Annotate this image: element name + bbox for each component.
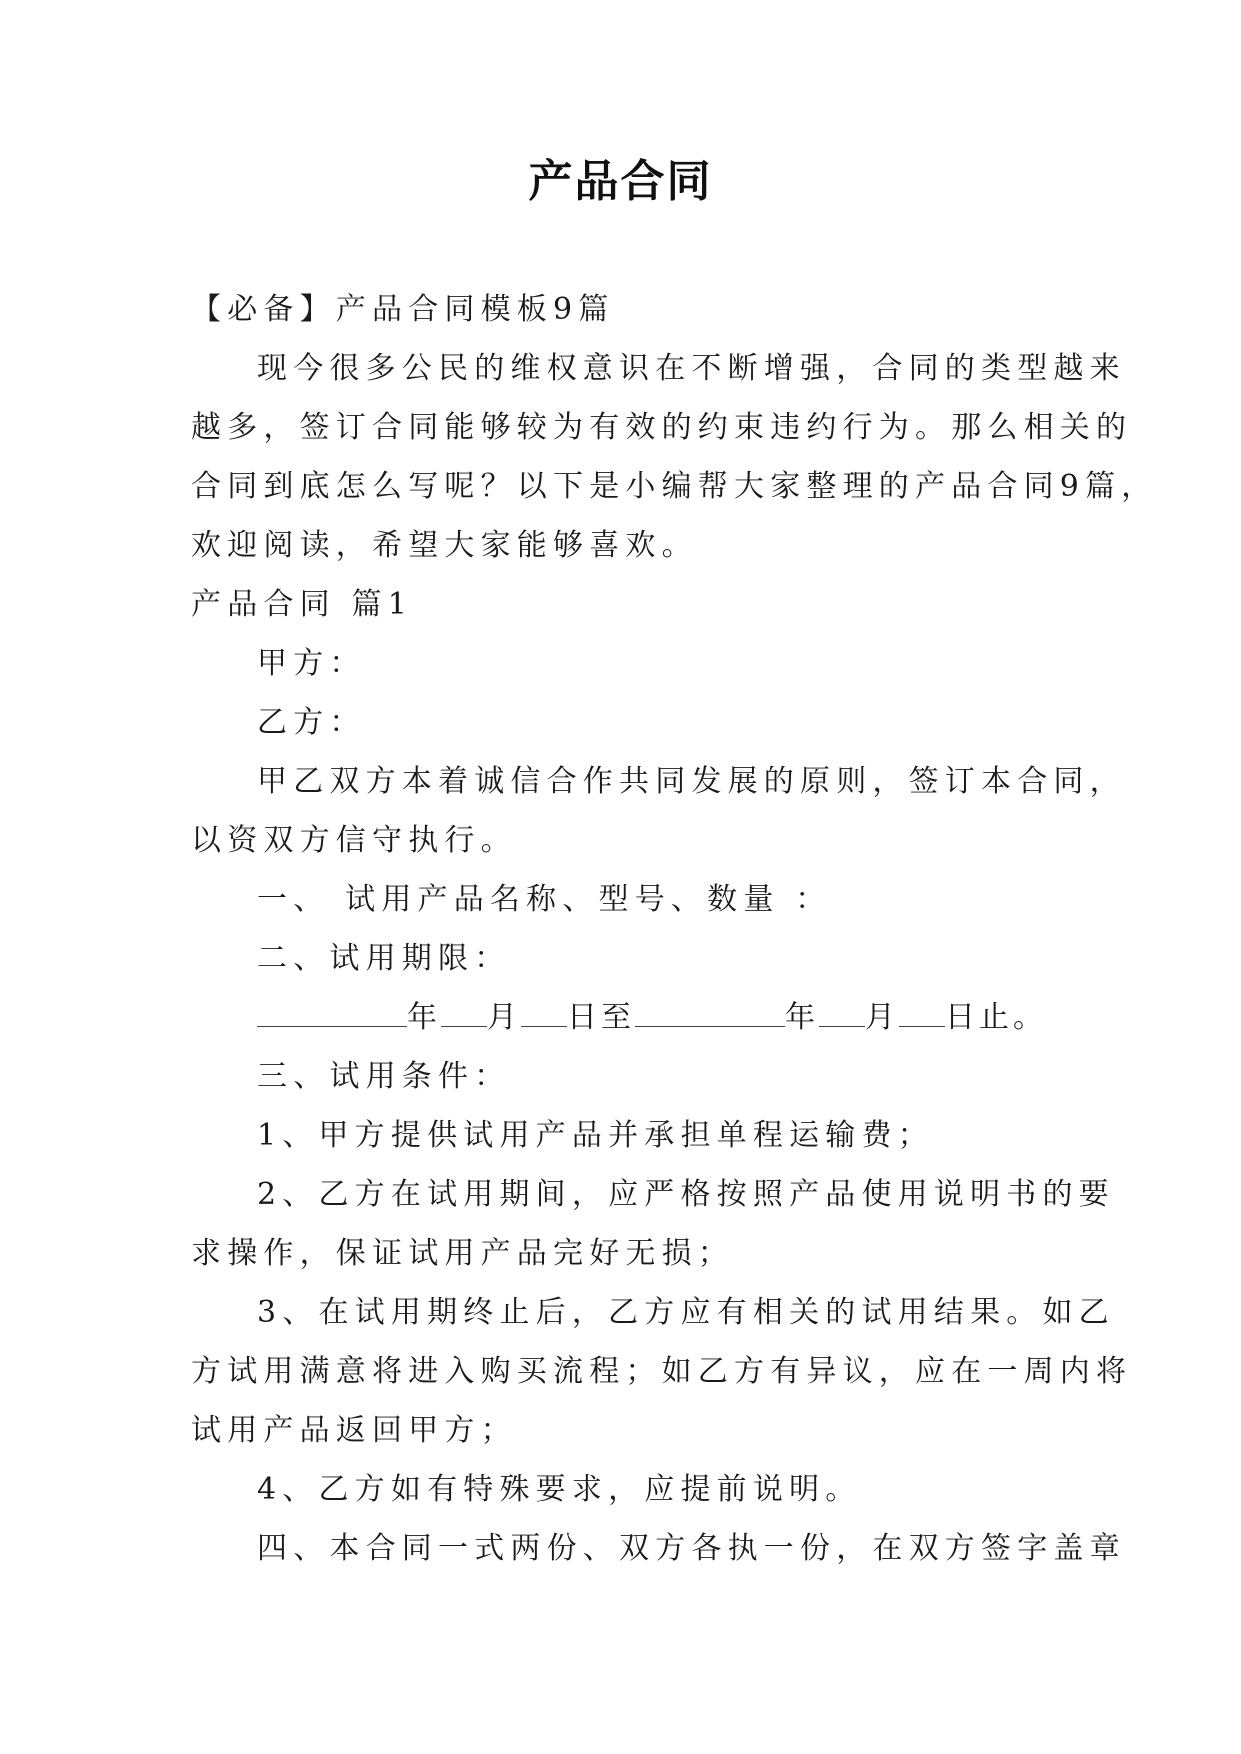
clause-line: 2、乙方在试用期间，应严格按照产品使用说明书的要 [257,1177,1115,1212]
clause-line: 二、试用期限： [257,941,511,976]
party-b-label: 乙方： [257,705,366,740]
paragraph-line: 越多，签订合同能够较为有效的约束违约行为。那么相关的 [191,410,1133,445]
clause-line: 一、 试用产品名称、型号、数量 ： [257,882,832,917]
paragraph-line: 以资双方信守执行。 [191,823,517,858]
document-title: 产品合同 [528,156,713,207]
date-year-label: 年 [785,1000,819,1035]
paragraph-line: 甲乙双方本着诚信合作共同发展的原则，签订本合同， [257,764,1126,799]
clause-line: 方试用满意将进入购买流程；如乙方有异议，应在一周内将 [191,1354,1133,1389]
document-subtitle: 【必备】产品合同模板9篇 [191,292,615,327]
blank-year-start [257,996,407,1027]
document-body [191,280,1158,1578]
date-month-label: 月 [487,1000,521,1035]
blank-year-end [635,996,785,1027]
party-a-label: 甲方： [257,646,366,681]
blank-month-start [441,996,487,1027]
clause-line: 1、甲方提供试用产品并承担单程运输费； [257,1118,934,1153]
date-end-label: 日止。 [945,1000,1047,1035]
clause-line: 3、在试用期终止后，乙方应有相关的试用结果。如乙 [257,1295,1115,1330]
clause-line: 4、乙方如有特殊要求，应提前说明。 [257,1472,862,1507]
clause-line: 四、本合同一式两份、双方各执一份，在双方签字盖章 [257,1531,1126,1566]
paragraph-line: 欢迎阅读，希望大家能够喜欢。 [191,528,698,563]
clause-line: 试用产品返回甲方； [191,1413,517,1448]
date-month-label: 月 [865,1000,899,1035]
clause-line: 三、试用条件： [257,1059,511,1094]
trial-period-date-line [191,988,1081,1047]
blank-day-start [521,996,567,1027]
paragraph-line: 合同到底怎么写呢？以下是小编帮大家整理的产品合同9篇， [191,469,1158,504]
date-to-label: 日至 [567,1000,635,1035]
clause-line: 求操作，保证试用产品完好无损； [191,1236,734,1271]
date-year-label: 年 [407,1000,441,1035]
blank-day-end [899,996,945,1027]
section-heading: 产品合同 篇1 [191,587,414,622]
blank-month-end [819,996,865,1027]
paragraph-line: 现今很多公民的维权意识在不断增强，合同的类型越来 [257,351,1126,386]
